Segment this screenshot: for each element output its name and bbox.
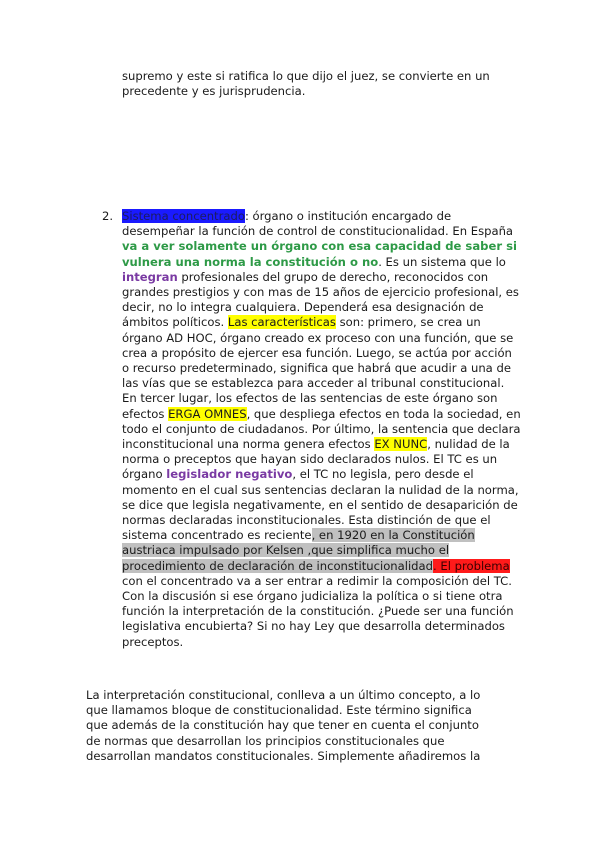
list-number: 2. bbox=[102, 209, 114, 223]
text-segment: con el concentrado va a ser entrar a redimir la composición del TC. Con la discusión si ese órgano judicializa la política o si tiene otra función la interpretación de la constitución. ¿Puede ser una función legislativa encubierta? Si no hay Ley que desarrolla determinados preceptos. bbox=[122, 573, 514, 649]
text-segment: , que despliega efectos en toda la sociedad, en todo el conjunto de ciudadanos. Por último, la sentencia que declara inconstitucional una norma genera efectos bbox=[122, 406, 521, 452]
text-segment: . Es un sistema que lo bbox=[378, 254, 506, 269]
highlight-kelsen: , en 1920 en la Constitución austriaca impulsado por Kelsen ,que simplifica mucho el procedimiento de declaración de inconstitucionalidad bbox=[122, 528, 475, 573]
bottom-line: que además de la constitución hay que tener en cuenta el conjunto bbox=[86, 718, 479, 733]
text-segment: son: primero, se crea un órgano AD HOC, órgano creado ex proceso con una función, que se crea a propósito de ejercer esa función. Luego, se actúa por acción o recurso predeterminado, significa que habrá que acudir a una de las vías que se establezca para acceder al tribunal constitucional. En tercer lugar, los efectos de las sentencias de este órgano son efectos bbox=[122, 315, 514, 421]
highlight-el-problema: . El problema bbox=[433, 558, 510, 573]
emphasis-purple: integran bbox=[122, 269, 178, 284]
text-segment: profesionales del grupo de derecho, reconocidos con grandes prestigios y con mas de 15 años de ejercicio profesional, es decir, no lo integra cualquiera. Dependerá esa designación de ámbitos políticos. bbox=[122, 269, 519, 330]
bottom-line: desarrollan mandatos constitucionales. Simplemente añadiremos la bbox=[86, 748, 481, 763]
top-line: supremo y este si ratifica lo que dijo el juez, se convierte en un bbox=[122, 69, 490, 83]
text-segment: : órgano o institución encargado de desempeñar la función de control de constitucionalidad. En España bbox=[122, 209, 514, 239]
text-segment: , el TC no legisla, pero desde el momento en el cual sus sentencias declaran la nulidad de la norma, se dice que legisla negativamente, en el sentido de desaparición de normas declaradas inconstitucionales. Esta distinción de que el sistema concentrado es reciente bbox=[122, 467, 519, 543]
highlight-ex-nunc: EX NUNC bbox=[374, 437, 428, 452]
emphasis-legislador-negativo: legislador negativo bbox=[166, 467, 293, 482]
emphasis-green: va a ver solamente un órgano con esa capacidad de saber si vulnera una norma la constitución o no bbox=[122, 239, 517, 269]
bottom-line: que llamamos bloque de constitucionalidad. Este término significa bbox=[86, 703, 472, 718]
bottom-line: de normas que desarrollan los principios constitucionales que bbox=[86, 733, 445, 748]
top-paragraph bbox=[122, 69, 522, 99]
highlight-erga-omnes: ERGA OMNES bbox=[168, 406, 247, 421]
list-item-sistema-concentrado bbox=[102, 209, 522, 650]
highlight-caracteristicas: Las características bbox=[227, 315, 336, 330]
bottom-line: La interpretación constitucional, conlleva a un último concepto, a lo bbox=[86, 688, 481, 702]
bottom-paragraph bbox=[86, 688, 506, 764]
term-sistema-concentrado: Sistema concentrado bbox=[122, 209, 245, 223]
text-segment: , nulidad de la norma o preceptos que hayan sido declarados nulos. El TC es un órgano bbox=[122, 437, 510, 482]
list-item-text bbox=[122, 209, 522, 650]
top-line: precedente y es jurisprudencia. bbox=[122, 84, 306, 99]
